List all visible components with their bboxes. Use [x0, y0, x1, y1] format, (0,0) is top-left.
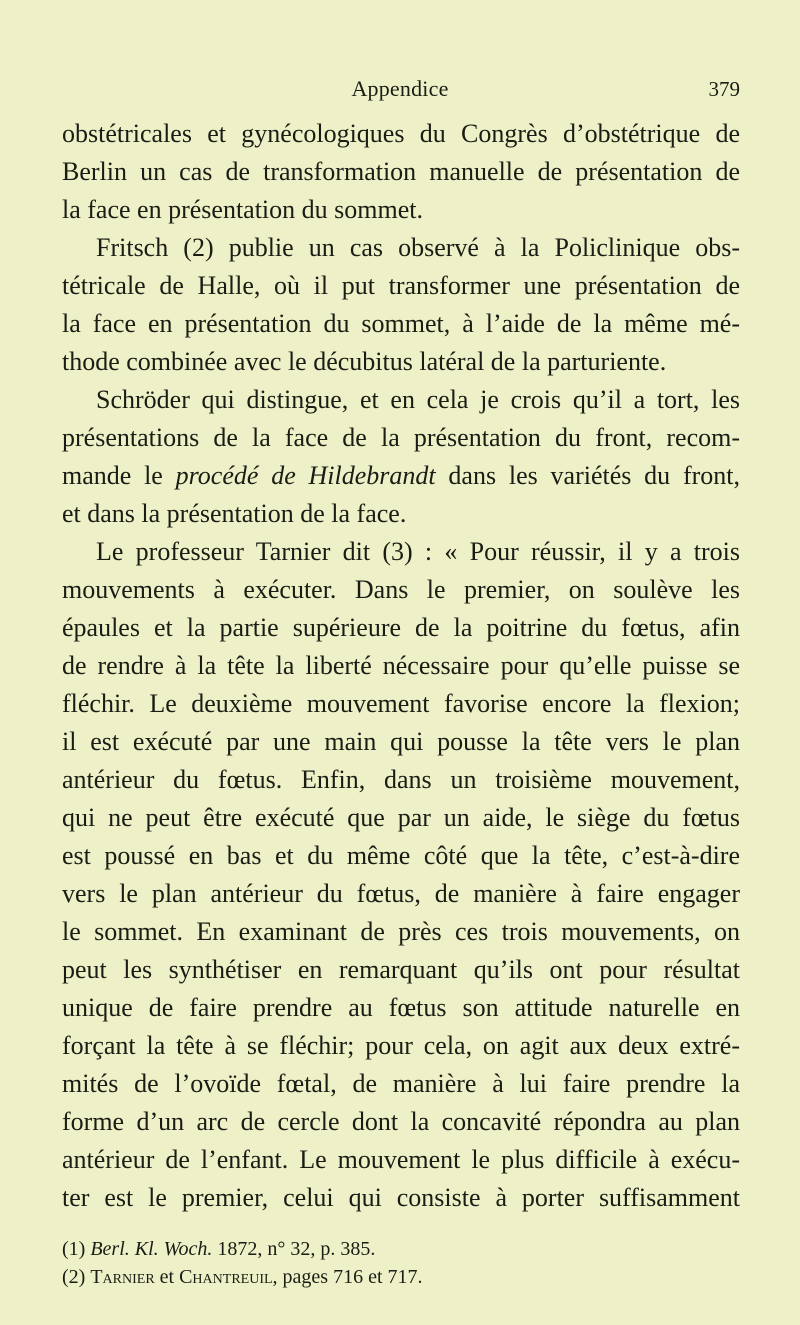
text-line: et dans la présentation de la face.	[62, 499, 407, 528]
text-line: obstétricales et gynécologiques du Congrès d’obstétrique de	[62, 119, 740, 148]
author-name: Chantreuil	[179, 1266, 273, 1288]
text-line: il est exécuté par une main qui pousse la tête vers le plan	[62, 727, 740, 756]
footnotes	[62, 1235, 740, 1291]
footnote-marker: (1)	[62, 1238, 86, 1260]
text-line: Berlin un cas de transformation manuelle de présentation de	[62, 157, 740, 186]
text-line: la face en présentation du sommet.	[62, 195, 423, 224]
journal-title: Berl. Kl. Woch.	[90, 1238, 213, 1260]
page-number: 379	[708, 77, 740, 101]
text-line: qui ne peut être exécuté que par un aide, le siège du fœtus	[62, 803, 740, 832]
text-line: mités de l’ovoïde fœtal, de manière à lui faire prendre la	[62, 1069, 740, 1098]
footnote	[62, 1263, 740, 1291]
text-line: vers le plan antérieur du fœtus, de manière à faire engager	[62, 879, 740, 908]
author-name: Tarnier	[90, 1266, 155, 1288]
text-line: Schröder qui distingue, et en cela je crois qu’il a tort, les	[96, 385, 740, 414]
running-head	[60, 76, 740, 102]
text-line: antérieur de l’enfant. Le mouvement le plus difficile à exécu-	[62, 1145, 740, 1174]
italic-term: procédé de Hildebrandt	[175, 461, 436, 490]
text-line: forme d’un arc de cercle dont la concavité répondra au plan	[62, 1107, 740, 1136]
text-line: tétricale de Halle, où il put transformer une présentation de	[62, 271, 740, 300]
text-line: de rendre à la tête la liberté nécessaire pour qu’elle puisse se	[62, 651, 740, 680]
text-line: présentations de la face de la présentation du front, recom-	[62, 423, 740, 452]
text-line: la face en présentation du sommet, à l’aide de la même mé-	[62, 309, 740, 338]
text-line: fléchir. Le deuxième mouvement favorise encore la flexion;	[62, 689, 740, 718]
text-line: mouvements à exécuter. Dans le premier, on soulève les	[62, 575, 740, 604]
footnote-text: , pages 716 et 717.	[272, 1266, 423, 1288]
text-line: unique de faire prendre au fœtus son attitude naturelle en	[62, 993, 740, 1022]
text-line: est poussé en bas et du même côté que la tête, c’est-à-dire	[62, 841, 740, 870]
footnote-text: et	[154, 1266, 180, 1288]
text-line: antérieur du fœtus. Enfin, dans un troisième mouvement,	[62, 765, 740, 794]
text-line: Le professeur Tarnier dit (3) : « Pour réussir, il y a trois	[96, 537, 740, 566]
text-line	[62, 457, 740, 495]
text-line: ter est le premier, celui qui consiste à porter suffisamment	[62, 1183, 740, 1212]
text-run: mande le	[62, 461, 176, 490]
text-line: peut les synthétiser en remarquant qu’ils ont pour résultat	[62, 955, 740, 984]
text-line: Fritsch (2) publie un cas observé à la Policlinique obs-	[96, 233, 740, 262]
footnote-text: 1872, n° 32, p. 385.	[212, 1238, 376, 1260]
text-run: dans les variétés du front,	[435, 461, 740, 490]
running-title: Appendice	[351, 76, 449, 101]
text-line: le sommet. En examinant de près ces trois mouvements, on	[62, 917, 740, 946]
footnote-marker: (2)	[62, 1266, 86, 1288]
body-text	[62, 115, 740, 1217]
text-line: forçant la tête à se fléchir; pour cela, on agit aux deux extré-	[62, 1031, 740, 1060]
text-line: thode combinée avec le décubitus latéral de la parturiente.	[62, 347, 667, 376]
text-line: épaules et la partie supérieure de la poitrine du fœtus, afin	[62, 613, 740, 642]
footnote	[62, 1235, 740, 1263]
